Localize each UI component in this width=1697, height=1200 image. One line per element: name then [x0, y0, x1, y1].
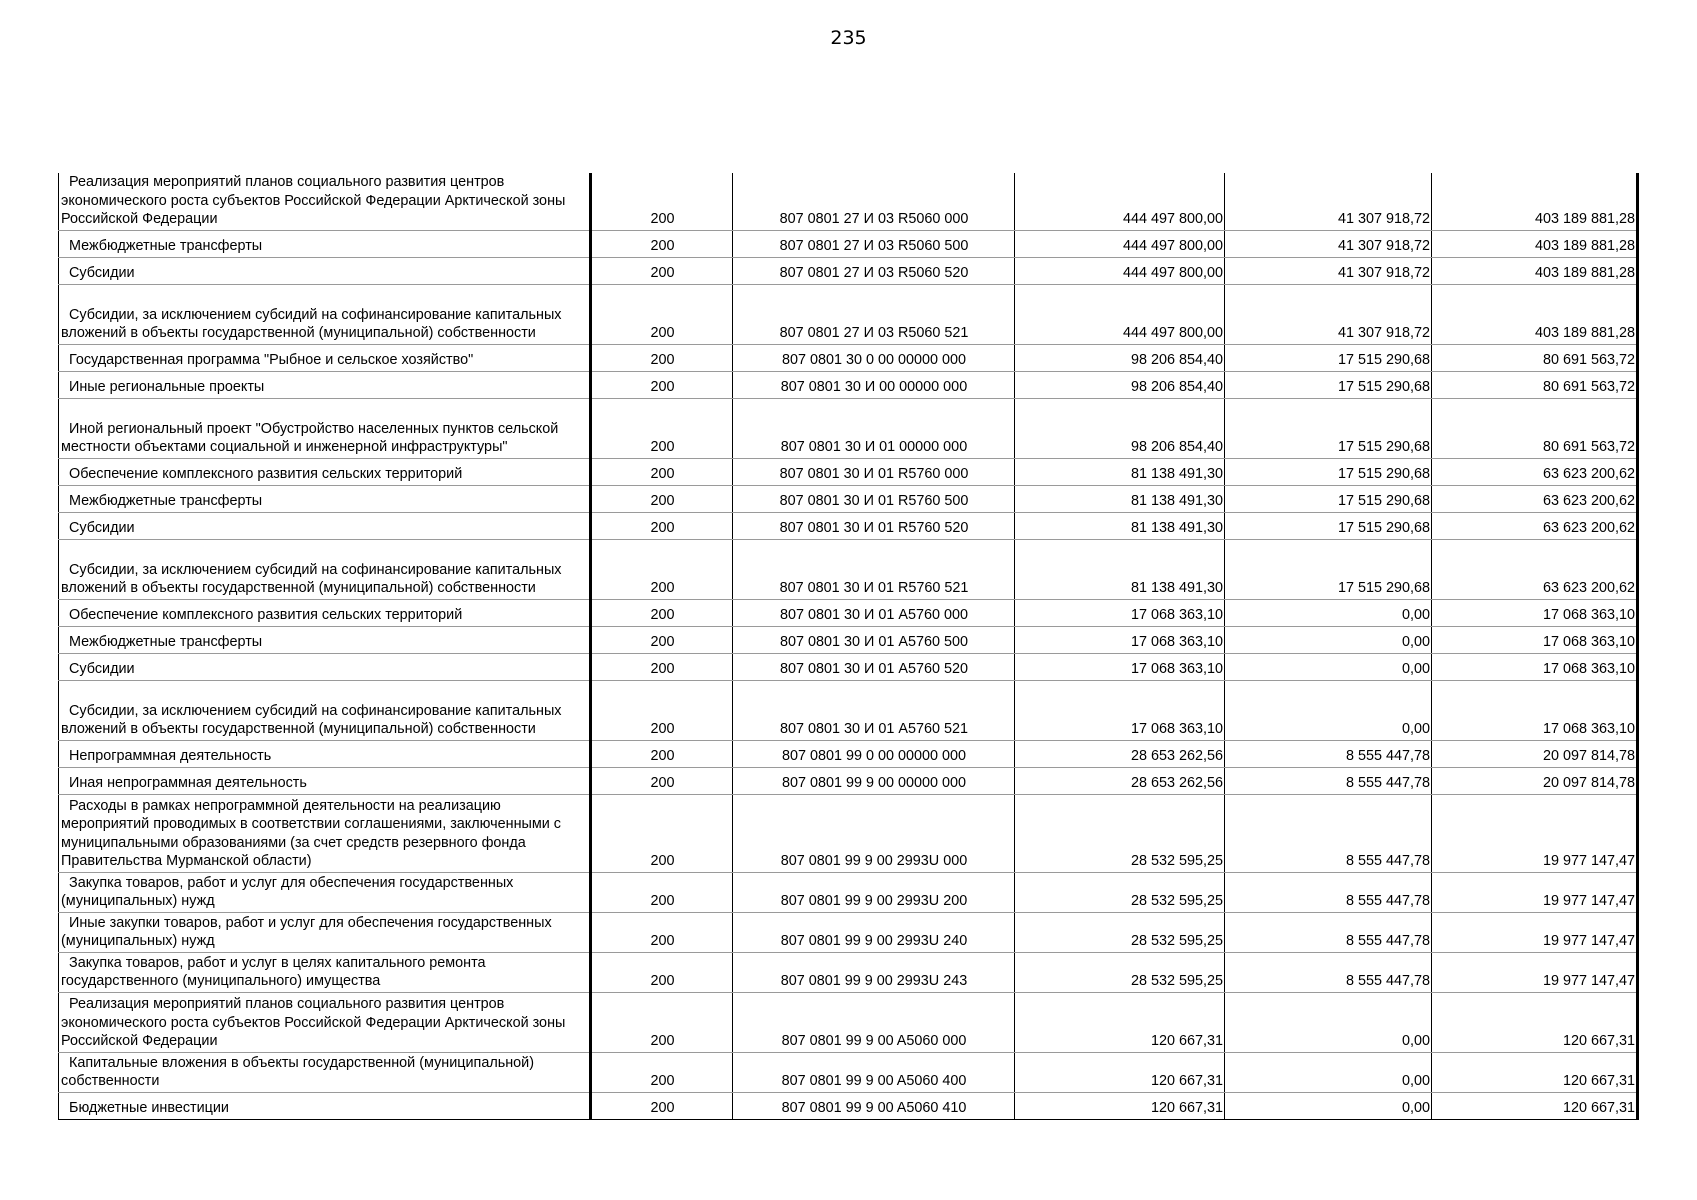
row-remaining-amount-cell: 20 097 814,78 [1432, 740, 1638, 767]
row-group-cell: 200 [591, 173, 733, 230]
row-executed-amount-cell: 8 555 447,78 [1225, 912, 1432, 952]
table-row [59, 173, 1638, 230]
row-executed-amount-cell: 17 515 290,68 [1225, 371, 1432, 398]
table-row [59, 952, 1638, 992]
row-executed-amount-cell: 0,00 [1225, 1052, 1432, 1092]
row-code-cell: 807 0801 30 И 01 A5760 520 [733, 653, 1015, 680]
row-remaining-amount-cell: 19 977 147,47 [1432, 794, 1638, 872]
row-executed-amount-cell: 0,00 [1225, 599, 1432, 626]
row-group-cell: 200 [591, 512, 733, 539]
row-executed-amount-cell: 41 307 918,72 [1225, 284, 1432, 344]
row-remaining-amount-cell: 17 068 363,10 [1432, 626, 1638, 653]
row-group-cell: 200 [591, 485, 733, 512]
row-code-cell: 807 0801 99 9 00 A5060 400 [733, 1052, 1015, 1092]
row-code-cell: 807 0801 99 9 00 2993U 200 [733, 872, 1015, 912]
row-executed-amount-cell: 41 307 918,72 [1225, 173, 1432, 230]
row-code-cell: 807 0801 30 И 01 00000 000 [733, 398, 1015, 458]
row-executed-amount-cell: 0,00 [1225, 653, 1432, 680]
row-plan-amount-cell: 444 497 800,00 [1015, 284, 1225, 344]
row-group-cell: 200 [591, 794, 733, 872]
row-name-cell: Иная непрограммная деятельность [59, 767, 591, 794]
row-remaining-amount-cell: 403 189 881,28 [1432, 257, 1638, 284]
row-group-cell: 200 [591, 912, 733, 952]
row-code-cell: 807 0801 27 И 03 R5060 521 [733, 284, 1015, 344]
row-remaining-amount-cell: 120 667,31 [1432, 1052, 1638, 1092]
row-executed-amount-cell: 17 515 290,68 [1225, 539, 1432, 599]
row-name-cell: Субсидии, за исключением субсидий на софинансирование капитальных вложений в объекты государственной (муниципальной) собственности [59, 539, 591, 599]
row-name-cell: Капитальные вложения в объекты государственной (муниципальной) собственности [59, 1052, 591, 1092]
row-remaining-amount-cell: 80 691 563,72 [1432, 398, 1638, 458]
row-remaining-amount-cell: 19 977 147,47 [1432, 912, 1638, 952]
table-row [59, 398, 1638, 458]
row-name-cell: Субсидии [59, 512, 591, 539]
row-group-cell: 200 [591, 230, 733, 257]
row-code-cell: 807 0801 99 9 00 2993U 000 [733, 794, 1015, 872]
table-row [59, 230, 1638, 257]
row-plan-amount-cell: 17 068 363,10 [1015, 599, 1225, 626]
row-executed-amount-cell: 8 555 447,78 [1225, 952, 1432, 992]
table-row [59, 371, 1638, 398]
page-number: 235 [830, 27, 867, 49]
row-name-cell: Иные региональные проекты [59, 371, 591, 398]
row-name-cell: Иные закупки товаров, работ и услуг для обеспечения государственных (муниципальных) нужд [59, 912, 591, 952]
row-code-cell: 807 0801 27 И 03 R5060 000 [733, 173, 1015, 230]
row-remaining-amount-cell: 120 667,31 [1432, 1092, 1638, 1119]
row-plan-amount-cell: 81 138 491,30 [1015, 458, 1225, 485]
row-plan-amount-cell: 98 206 854,40 [1015, 398, 1225, 458]
row-code-cell: 807 0801 99 9 00 2993U 240 [733, 912, 1015, 952]
row-plan-amount-cell: 444 497 800,00 [1015, 257, 1225, 284]
row-name-cell: Реализация мероприятий планов социального развития центров экономического роста субъектов Российской Федерации Арктической зоны Российской Федерации [59, 173, 591, 230]
row-executed-amount-cell: 8 555 447,78 [1225, 740, 1432, 767]
row-executed-amount-cell: 0,00 [1225, 626, 1432, 653]
table-row [59, 680, 1638, 740]
row-code-cell: 807 0801 99 9 00 00000 000 [733, 767, 1015, 794]
row-plan-amount-cell: 81 138 491,30 [1015, 539, 1225, 599]
table-row [59, 458, 1638, 485]
row-code-cell: 807 0801 30 0 00 00000 000 [733, 344, 1015, 371]
row-code-cell: 807 0801 30 И 01 R5760 500 [733, 485, 1015, 512]
row-name-cell: Обеспечение комплексного развития сельских территорий [59, 599, 591, 626]
row-group-cell: 200 [591, 344, 733, 371]
row-remaining-amount-cell: 120 667,31 [1432, 992, 1638, 1052]
row-executed-amount-cell: 0,00 [1225, 680, 1432, 740]
table-row [59, 653, 1638, 680]
row-group-cell: 200 [591, 680, 733, 740]
row-remaining-amount-cell: 17 068 363,10 [1432, 653, 1638, 680]
budget-table-body [59, 173, 1638, 1119]
row-remaining-amount-cell: 63 623 200,62 [1432, 458, 1638, 485]
row-plan-amount-cell: 28 653 262,56 [1015, 740, 1225, 767]
row-plan-amount-cell: 120 667,31 [1015, 1052, 1225, 1092]
row-code-cell: 807 0801 99 9 00 2993U 243 [733, 952, 1015, 992]
row-group-cell: 200 [591, 398, 733, 458]
table-row [59, 872, 1638, 912]
row-name-cell: Расходы в рамках непрограммной деятельности на реализацию мероприятий проводимых в соответствии соглашениями, заключенными с муниципальными образованиями (за счет средств резервного фонда Правительства Мурманской области) [59, 794, 591, 872]
row-group-cell: 200 [591, 1092, 733, 1119]
table-row [59, 257, 1638, 284]
row-code-cell: 807 0801 30 И 00 00000 000 [733, 371, 1015, 398]
row-group-cell: 200 [591, 952, 733, 992]
row-group-cell: 200 [591, 740, 733, 767]
table-row [59, 794, 1638, 872]
row-executed-amount-cell: 0,00 [1225, 1092, 1432, 1119]
row-plan-amount-cell: 28 532 595,25 [1015, 794, 1225, 872]
row-remaining-amount-cell: 403 189 881,28 [1432, 173, 1638, 230]
row-name-cell: Закупка товаров, работ и услуг для обеспечения государственных (муниципальных) нужд [59, 872, 591, 912]
row-executed-amount-cell: 17 515 290,68 [1225, 344, 1432, 371]
table-row [59, 599, 1638, 626]
row-plan-amount-cell: 444 497 800,00 [1015, 173, 1225, 230]
row-remaining-amount-cell: 19 977 147,47 [1432, 872, 1638, 912]
row-executed-amount-cell: 0,00 [1225, 992, 1432, 1052]
table-row [59, 626, 1638, 653]
row-name-cell: Иной региональный проект "Обустройство населенных пунктов сельской местности объектами социальной и инженерной инфраструктуры" [59, 398, 591, 458]
row-group-cell: 200 [591, 257, 733, 284]
row-code-cell: 807 0801 30 И 01 A5760 521 [733, 680, 1015, 740]
row-remaining-amount-cell: 63 623 200,62 [1432, 539, 1638, 599]
row-plan-amount-cell: 98 206 854,40 [1015, 344, 1225, 371]
row-group-cell: 200 [591, 653, 733, 680]
row-name-cell: Межбюджетные трансферты [59, 626, 591, 653]
row-code-cell: 807 0801 99 9 00 A5060 410 [733, 1092, 1015, 1119]
row-plan-amount-cell: 17 068 363,10 [1015, 653, 1225, 680]
row-executed-amount-cell: 41 307 918,72 [1225, 230, 1432, 257]
table-row [59, 512, 1638, 539]
row-plan-amount-cell: 120 667,31 [1015, 1092, 1225, 1119]
row-executed-amount-cell: 17 515 290,68 [1225, 458, 1432, 485]
table-row [59, 912, 1638, 952]
row-remaining-amount-cell: 80 691 563,72 [1432, 344, 1638, 371]
table-row [59, 1052, 1638, 1092]
row-group-cell: 200 [591, 626, 733, 653]
row-plan-amount-cell: 81 138 491,30 [1015, 485, 1225, 512]
table-row [59, 539, 1638, 599]
row-remaining-amount-cell: 19 977 147,47 [1432, 952, 1638, 992]
row-name-cell: Субсидии [59, 257, 591, 284]
row-plan-amount-cell: 28 532 595,25 [1015, 952, 1225, 992]
row-plan-amount-cell: 98 206 854,40 [1015, 371, 1225, 398]
row-code-cell: 807 0801 99 9 00 A5060 000 [733, 992, 1015, 1052]
row-group-cell: 200 [591, 458, 733, 485]
row-group-cell: 200 [591, 599, 733, 626]
row-executed-amount-cell: 17 515 290,68 [1225, 485, 1432, 512]
row-name-cell: Закупка товаров, работ и услуг в целях капитального ремонта государственного (муниципального) имущества [59, 952, 591, 992]
row-executed-amount-cell: 8 555 447,78 [1225, 872, 1432, 912]
row-code-cell: 807 0801 27 И 03 R5060 500 [733, 230, 1015, 257]
row-code-cell: 807 0801 30 И 01 R5760 000 [733, 458, 1015, 485]
row-group-cell: 200 [591, 872, 733, 912]
row-code-cell: 807 0801 30 И 01 A5760 000 [733, 599, 1015, 626]
row-name-cell: Бюджетные инвестиции [59, 1092, 591, 1119]
table-row [59, 485, 1638, 512]
row-name-cell: Межбюджетные трансферты [59, 230, 591, 257]
budget-table [58, 173, 1639, 1120]
row-group-cell: 200 [591, 992, 733, 1052]
row-plan-amount-cell: 17 068 363,10 [1015, 680, 1225, 740]
row-name-cell: Реализация мероприятий планов социального развития центров экономического роста субъектов Российской Федерации Арктической зоны Российской Федерации [59, 992, 591, 1052]
row-group-cell: 200 [591, 767, 733, 794]
row-code-cell: 807 0801 27 И 03 R5060 520 [733, 257, 1015, 284]
row-plan-amount-cell: 28 532 595,25 [1015, 912, 1225, 952]
row-executed-amount-cell: 17 515 290,68 [1225, 398, 1432, 458]
row-remaining-amount-cell: 63 623 200,62 [1432, 485, 1638, 512]
row-group-cell: 200 [591, 539, 733, 599]
row-remaining-amount-cell: 17 068 363,10 [1432, 599, 1638, 626]
row-name-cell: Непрограммная деятельность [59, 740, 591, 767]
row-group-cell: 200 [591, 371, 733, 398]
row-name-cell: Субсидии, за исключением субсидий на софинансирование капитальных вложений в объекты государственной (муниципальной) собственности [59, 680, 591, 740]
table-row [59, 1092, 1638, 1119]
row-name-cell: Субсидии, за исключением субсидий на софинансирование капитальных вложений в объекты государственной (муниципальной) собственности [59, 284, 591, 344]
row-plan-amount-cell: 28 653 262,56 [1015, 767, 1225, 794]
table-row [59, 344, 1638, 371]
row-remaining-amount-cell: 403 189 881,28 [1432, 230, 1638, 257]
row-code-cell: 807 0801 30 И 01 A5760 500 [733, 626, 1015, 653]
row-plan-amount-cell: 444 497 800,00 [1015, 230, 1225, 257]
row-executed-amount-cell: 8 555 447,78 [1225, 767, 1432, 794]
row-plan-amount-cell: 28 532 595,25 [1015, 872, 1225, 912]
table-row [59, 740, 1638, 767]
table-row [59, 284, 1638, 344]
row-name-cell: Межбюджетные трансферты [59, 485, 591, 512]
row-name-cell: Государственная программа "Рыбное и сельское хозяйство" [59, 344, 591, 371]
row-code-cell: 807 0801 99 0 00 00000 000 [733, 740, 1015, 767]
row-executed-amount-cell: 8 555 447,78 [1225, 794, 1432, 872]
row-plan-amount-cell: 17 068 363,10 [1015, 626, 1225, 653]
row-remaining-amount-cell: 80 691 563,72 [1432, 371, 1638, 398]
row-group-cell: 200 [591, 1052, 733, 1092]
row-code-cell: 807 0801 30 И 01 R5760 521 [733, 539, 1015, 599]
table-row [59, 767, 1638, 794]
row-name-cell: Субсидии [59, 653, 591, 680]
row-group-cell: 200 [591, 284, 733, 344]
row-remaining-amount-cell: 63 623 200,62 [1432, 512, 1638, 539]
row-remaining-amount-cell: 403 189 881,28 [1432, 284, 1638, 344]
row-name-cell: Обеспечение комплексного развития сельских территорий [59, 458, 591, 485]
table-row [59, 992, 1638, 1052]
row-plan-amount-cell: 120 667,31 [1015, 992, 1225, 1052]
row-executed-amount-cell: 41 307 918,72 [1225, 257, 1432, 284]
row-remaining-amount-cell: 20 097 814,78 [1432, 767, 1638, 794]
row-executed-amount-cell: 17 515 290,68 [1225, 512, 1432, 539]
row-remaining-amount-cell: 17 068 363,10 [1432, 680, 1638, 740]
row-code-cell: 807 0801 30 И 01 R5760 520 [733, 512, 1015, 539]
row-plan-amount-cell: 81 138 491,30 [1015, 512, 1225, 539]
